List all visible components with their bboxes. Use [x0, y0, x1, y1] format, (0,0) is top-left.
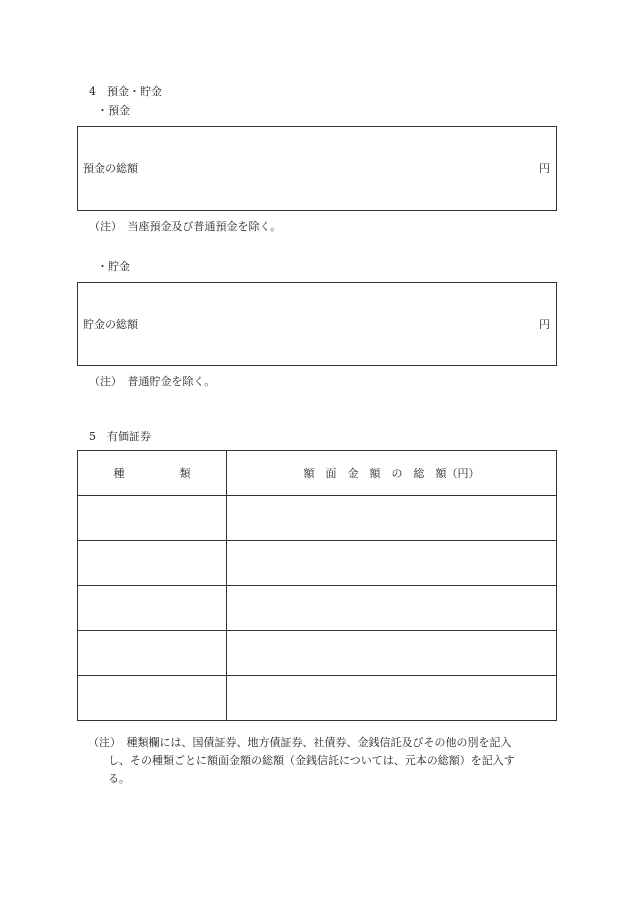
securities-note-line-3: る。 — [108, 772, 130, 785]
section-4-title: 4 預金・貯金 — [89, 85, 162, 98]
securities-table-header — [78, 451, 557, 496]
table-row — [78, 586, 557, 631]
savings-total-box — [77, 282, 557, 366]
savings-total-label: 貯金の総額 — [83, 318, 138, 331]
type-cell[interactable] — [78, 541, 227, 586]
header-type: 種 類 — [78, 451, 227, 496]
type-cell[interactable] — [78, 586, 227, 631]
type-cell[interactable] — [78, 676, 227, 721]
amount-cell[interactable] — [227, 631, 557, 676]
securities-note-line-2: し、その種類ごとに額面金額の総額（金銭信託については、元本の総額）を記入す — [108, 754, 515, 767]
table-row — [78, 631, 557, 676]
savings-total-field[interactable]: 円 — [539, 318, 550, 331]
amount-cell[interactable] — [227, 676, 557, 721]
deposit-subtitle: ・預金 — [97, 104, 130, 117]
amount-cell[interactable] — [227, 541, 557, 586]
table-row — [78, 676, 557, 721]
deposit-total-field[interactable]: 円 — [539, 162, 550, 175]
type-cell[interactable] — [78, 496, 227, 541]
amount-cell[interactable] — [227, 586, 557, 631]
table-row — [78, 541, 557, 586]
savings-subtitle: ・貯金 — [97, 260, 130, 273]
deposit-total-label: 預金の総額 — [83, 162, 138, 175]
table-row — [78, 496, 557, 541]
amount-cell[interactable] — [227, 496, 557, 541]
securities-note — [88, 734, 558, 788]
deposit-note: （注） 当座預金及び普通預金を除く。 — [89, 220, 282, 233]
securities-note-line-1: （注） 種類欄には、国債証券、地方債証券、社債券、金銭信託及びその他の別を記入 — [88, 736, 512, 749]
securities-table — [77, 450, 557, 721]
type-cell[interactable] — [78, 631, 227, 676]
deposit-total-box — [77, 126, 557, 211]
savings-note: （注） 普通貯金を除く。 — [89, 375, 216, 388]
header-face-value-total: 額 面 金 額 の 総 額（円） — [227, 451, 557, 496]
section-5-title: 5 有価証券 — [89, 430, 151, 443]
